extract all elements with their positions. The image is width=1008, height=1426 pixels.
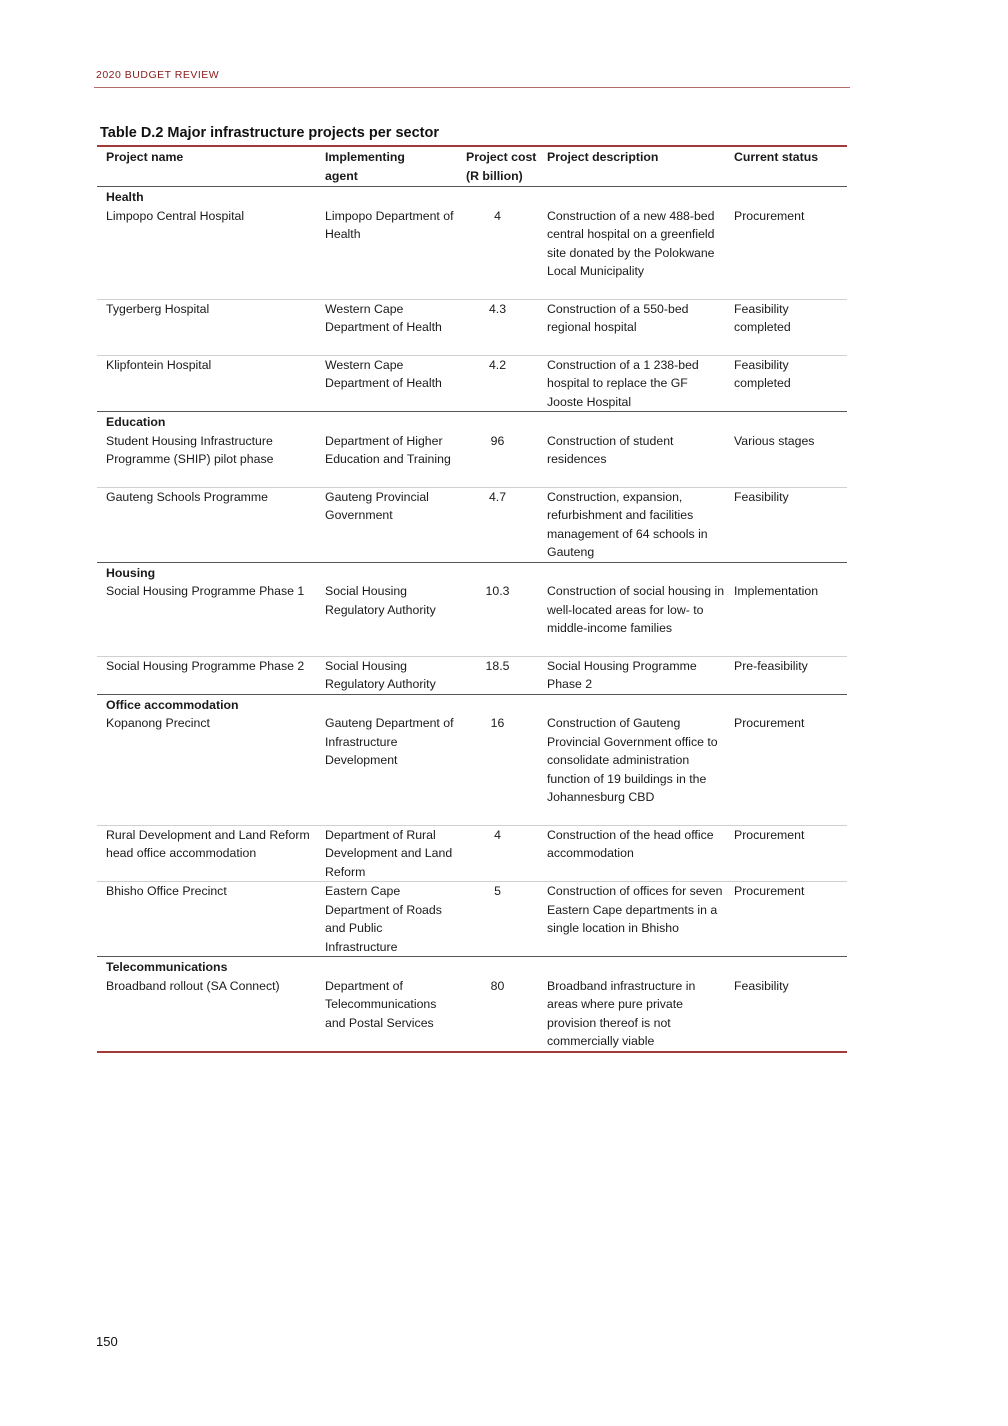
project-name: Broadband rollout (SA Connect) <box>106 978 280 993</box>
sector-label: Health <box>106 190 144 204</box>
project-cost: 4 <box>457 825 538 882</box>
running-header: 2020 BUDGET REVIEW <box>96 69 220 81</box>
project-cost: 80 <box>490 978 505 993</box>
col-header-current-status: Current status <box>725 147 847 187</box>
implementing-agent: Gauteng Department of Infrastructure Development <box>325 716 454 767</box>
table-row <box>97 656 847 694</box>
current-status: Feasibility completed <box>725 355 847 412</box>
col-header-project-description: Project description <box>538 147 725 187</box>
table-row <box>97 355 847 412</box>
implementing-agent: Gauteng Provincial Government <box>316 487 457 562</box>
project-name: Social Housing Programme Phase 1 <box>106 584 305 598</box>
table-title: Table D.2 Major infrastructure projects per sector <box>100 125 439 141</box>
project-description: Construction of a 1 238-bed hospital to replace the GF Jooste Hospital <box>538 355 725 412</box>
table-row <box>97 487 847 562</box>
table-row <box>97 825 847 882</box>
table-header-row <box>97 147 847 187</box>
implementing-agent: Limpopo Department of Health <box>325 208 454 241</box>
header-rule <box>94 87 850 88</box>
project-name: Bhisho Office Precinct <box>97 882 316 957</box>
table-row <box>97 714 847 825</box>
project-cost: 4.3 <box>457 299 538 355</box>
project-name: Rural Development and Land Reform head office accommodation <box>97 825 316 882</box>
project-description: Construction of a 550-bed regional hospital <box>538 299 725 355</box>
project-cost: 4.7 <box>457 487 538 562</box>
project-name: Student Housing Infrastructure Programme (SHIP) pilot phase <box>106 433 274 466</box>
implementing-agent: Department of Higher Education and Training <box>325 433 451 466</box>
current-status: Feasibility completed <box>725 299 847 355</box>
implementing-agent: Eastern Cape Department of Roads and Public Infrastructure <box>316 882 457 957</box>
projects-table <box>97 147 847 1051</box>
project-cost: 4.2 <box>457 355 538 412</box>
current-status: Pre-feasibility <box>725 656 847 694</box>
project-cost: 10.3 <box>485 584 510 598</box>
project-name: Gauteng Schools Programme <box>97 487 316 562</box>
sector-label: Education <box>97 412 847 432</box>
current-status: Implementation <box>734 584 819 598</box>
current-status: Procurement <box>734 716 805 730</box>
project-cost: 18.5 <box>457 656 538 694</box>
page-number: 150 <box>96 1334 118 1349</box>
current-status: Various stages <box>734 433 815 448</box>
implementing-agent: Western Cape Department of Health <box>316 355 457 412</box>
table-bottom-rule <box>97 1051 847 1053</box>
current-status: Feasibility <box>725 487 847 562</box>
current-status: Procurement <box>725 825 847 882</box>
project-description: Construction of social housing in well-located areas for low- to middle-income families <box>547 584 725 635</box>
current-status: Feasibility <box>734 978 789 993</box>
table-row <box>97 977 847 1051</box>
implementing-agent: Social Housing Regulatory Authority <box>316 656 457 694</box>
project-cost: 5 <box>457 882 538 957</box>
sector-label: Housing <box>97 562 847 582</box>
col-header-project-name: Project name <box>97 147 316 187</box>
project-cost: 96 <box>490 433 505 448</box>
project-description: Construction of student residences <box>547 433 674 466</box>
implementing-agent: Social Housing Regulatory Authority <box>325 584 436 617</box>
project-description: Construction of offices for seven Eastern Cape departments in a single location in Bhisho <box>538 882 725 957</box>
project-cost: 16 <box>490 716 505 730</box>
project-description: Construction of Gauteng Provincial Government office to consolidate administration function of 19 buildings in the Johannesburg CBD <box>547 716 718 804</box>
table-row <box>97 432 847 488</box>
project-name: Tygerberg Hospital <box>97 299 316 355</box>
project-description: Broadband infrastructure in areas where pure private provision thereof is not commercially viable <box>547 978 696 1048</box>
project-name: Klipfontein Hospital <box>97 355 316 412</box>
project-description: Construction of a new 488-bed central hospital on a greenfield site donated by the Polokwane Local Municipality <box>547 208 715 278</box>
table-row <box>97 882 847 957</box>
project-cost: 4 <box>494 208 501 223</box>
sector-row-telecommunications <box>97 957 847 977</box>
sector-row-office-accommodation <box>97 694 847 714</box>
implementing-agent: Western Cape Department of Health <box>316 299 457 355</box>
col-header-project-cost: Project cost (R billion) <box>457 147 538 187</box>
sector-row-education <box>97 412 847 432</box>
implementing-agent: Department of Telecommunications and Postal Services <box>325 978 437 1030</box>
implementing-agent: Department of Rural Development and Land Reform <box>316 825 457 882</box>
sector-row-housing <box>97 562 847 582</box>
project-name: Social Housing Programme Phase 2 <box>97 656 316 694</box>
project-name: Kopanong Precinct <box>106 716 210 730</box>
col-header-implementing-agent: Implementing agent <box>316 147 457 187</box>
sector-label: Office accommodation <box>97 694 847 714</box>
infrastructure-table <box>97 145 847 1053</box>
sector-row-health <box>97 187 847 207</box>
project-description: Construction, expansion, refurbishment and facilities management of 64 schools in Gauteng <box>538 487 725 562</box>
project-description: Construction of the head office accommodation <box>538 825 725 882</box>
current-status: Procurement <box>725 882 847 957</box>
current-status: Procurement <box>734 208 805 223</box>
table-row <box>97 299 847 355</box>
table-row <box>97 582 847 656</box>
table-row <box>97 207 847 300</box>
sector-label: Telecommunications <box>97 957 847 977</box>
project-name: Limpopo Central Hospital <box>106 208 245 223</box>
project-description: Social Housing Programme Phase 2 <box>538 656 725 694</box>
